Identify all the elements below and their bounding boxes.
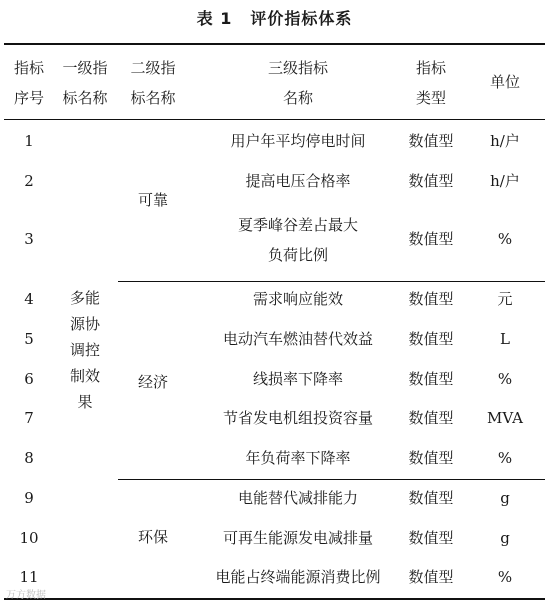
header-level1-line2: 标名称 [62, 89, 108, 107]
row-9-index: 9 [24, 489, 34, 507]
table-caption [0, 6, 549, 29]
row-6-unit: % [497, 370, 513, 388]
row-5-name: 电动汽车燃油替代效益 [222, 330, 373, 348]
row-1-name: 用户年平均停电时间 [230, 132, 366, 150]
row-9-name: 电能替代减排能力 [237, 489, 358, 507]
row-3-name-line2: 负荷比例 [267, 246, 328, 264]
row-7-unit: MVA [486, 409, 523, 427]
level2-group-environment: 环保 [137, 528, 168, 546]
row-6-index: 6 [24, 370, 34, 388]
watermark-logo: 万方数据 [6, 590, 46, 601]
row-2-type: 数值型 [408, 172, 454, 190]
row-5-unit: L [500, 330, 510, 348]
bottom-rule [4, 598, 545, 600]
header-level1-line1: 一级指 [62, 59, 108, 77]
row-1-unit: h/户 [490, 132, 520, 150]
row-5-type: 数值型 [408, 330, 454, 348]
top-rule [4, 43, 545, 45]
row-2-name: 提高电压合格率 [245, 172, 351, 190]
row-4-unit: 元 [497, 290, 513, 308]
row-3-name-line1: 夏季峰谷差占最大 [237, 216, 358, 234]
row-8-index: 8 [24, 449, 34, 467]
row-4-name: 需求响应能效 [252, 290, 343, 308]
header-index-line1: 指标 [13, 59, 44, 77]
row-8-type: 数值型 [408, 449, 454, 467]
header-index-line2: 序号 [13, 89, 44, 107]
row-1-type: 数值型 [408, 132, 454, 150]
row-6-name: 线损率下降率 [252, 370, 343, 388]
row-10-name: 可再生能源发电减排量 [222, 529, 373, 547]
row-11-name: 电能占终端能源消费比例 [215, 568, 381, 586]
header-level2-line2: 标名称 [130, 89, 176, 107]
row-2-index: 2 [24, 172, 34, 190]
header-level2-line1: 二级指 [130, 59, 176, 77]
row-3-index: 3 [24, 230, 34, 248]
header-unit: 单位 [489, 73, 520, 91]
row-10-index: 10 [19, 529, 39, 547]
row-10-type: 数值型 [408, 529, 454, 547]
row-11-unit: % [497, 568, 513, 586]
level2-group-reliability: 可靠 [137, 191, 168, 209]
row-8-unit: % [497, 449, 513, 467]
row-2-unit: h/户 [490, 172, 520, 190]
group-separator-2 [118, 479, 545, 480]
row-9-unit: g [500, 489, 510, 507]
row-6-type: 数值型 [408, 370, 454, 388]
row-4-index: 4 [24, 290, 34, 308]
header-rule [4, 119, 545, 120]
row-4-type: 数值型 [408, 290, 454, 308]
header-type-line1: 指标 [415, 59, 446, 77]
row-3-unit: % [497, 230, 513, 248]
level1-group-label: 多能 源协 调控 制效 果 [69, 289, 100, 411]
row-7-name: 节省发电机组投资容量 [222, 409, 373, 427]
row-3-type: 数值型 [408, 230, 454, 248]
level2-group-economy: 经济 [137, 373, 168, 391]
header-type-line2: 类型 [415, 89, 446, 107]
row-7-type: 数值型 [408, 409, 454, 427]
row-8-name: 年负荷率下降率 [245, 449, 351, 467]
header-level3-line1: 三级指标 [267, 59, 328, 77]
header-level3-line2: 名称 [282, 89, 313, 107]
row-7-index: 7 [24, 409, 34, 427]
row-1-index: 1 [24, 132, 34, 150]
row-5-index: 5 [24, 330, 34, 348]
row-11-index: 11 [19, 568, 39, 586]
group-separator-1 [118, 281, 545, 282]
table-title: 评价指标体系 [250, 9, 353, 28]
row-9-type: 数值型 [408, 489, 454, 507]
row-10-unit: g [500, 529, 510, 547]
table-number: 表 1 [196, 9, 233, 28]
row-11-type: 数值型 [408, 568, 454, 586]
